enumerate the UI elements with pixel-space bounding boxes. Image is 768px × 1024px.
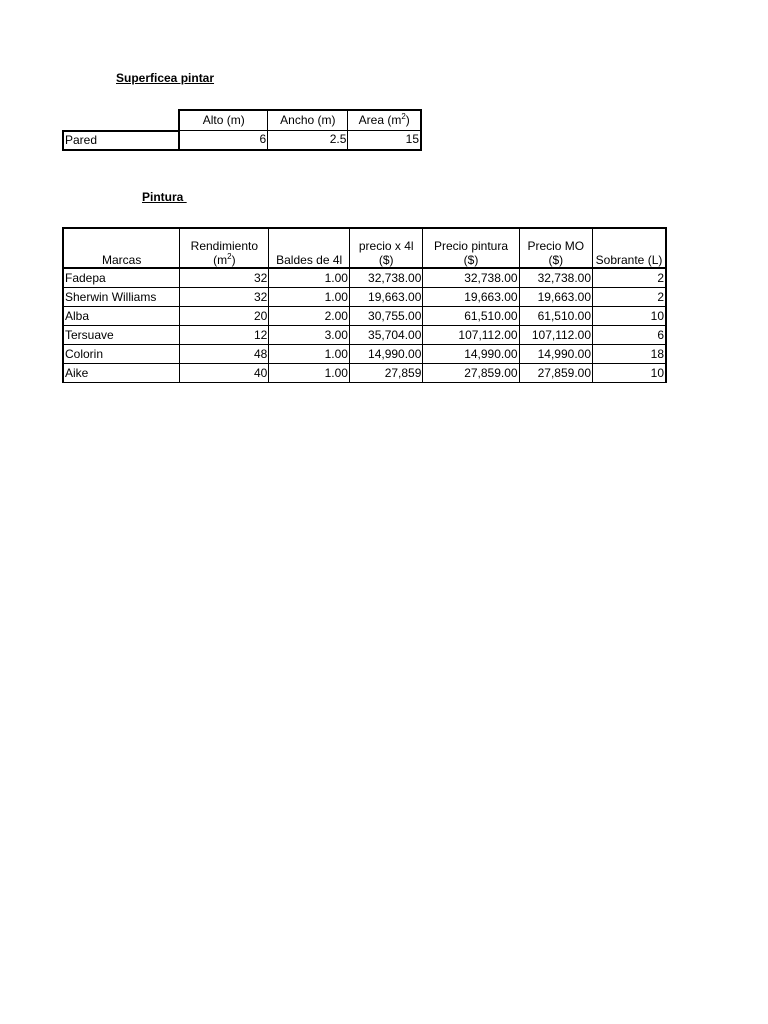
cell-precio-x-4l[interactable]: 32,738.00: [349, 268, 422, 288]
paint-table: [62, 227, 667, 383]
cell-rendimiento[interactable]: 20: [180, 307, 269, 326]
header-precio-pintura-unit: ($): [463, 253, 479, 267]
cell-baldes[interactable]: 1.00: [269, 364, 350, 383]
cell-precio-x-4l[interactable]: 19,663.00: [349, 288, 422, 307]
header-area-text: Area (m: [358, 113, 402, 127]
cell-marca[interactable]: Alba: [63, 307, 180, 326]
cell-baldes[interactable]: 2.00: [269, 307, 350, 326]
header-rendimiento-close: ): [231, 253, 236, 267]
cell-marca[interactable]: Sherwin Williams: [63, 288, 180, 307]
cell-sobrante[interactable]: 10: [593, 307, 666, 326]
cell-baldes[interactable]: 1.00: [269, 268, 350, 288]
cell-marca[interactable]: Aike: [63, 364, 180, 383]
header-sobrante: Sobrante (L): [593, 228, 666, 268]
cell-ancho[interactable]: 2.5: [268, 131, 348, 150]
cell-marca[interactable]: Tersuave: [63, 326, 180, 345]
table-row: [63, 268, 666, 288]
cell-precio-pintura[interactable]: 27,859.00: [423, 364, 519, 383]
cell-precio-pintura[interactable]: 32,738.00: [423, 268, 519, 288]
cell-baldes[interactable]: 1.00: [269, 288, 350, 307]
surface-header-blank: [63, 110, 179, 131]
table-row: [63, 288, 666, 307]
cell-sobrante[interactable]: 2: [593, 288, 666, 307]
header-rendimiento-text: Rendimiento: [190, 239, 259, 253]
cell-precio-x-4l[interactable]: 30,755.00: [349, 307, 422, 326]
header-precio-mo-text: Precio MO: [527, 239, 585, 253]
header-precio-mo: [519, 228, 592, 268]
header-ancho: Ancho (m): [268, 110, 348, 131]
header-precio-x-4l: [349, 228, 422, 268]
cell-sobrante[interactable]: 18: [593, 345, 666, 364]
cell-precio-pintura[interactable]: 14,990.00: [423, 345, 519, 364]
cell-precio-mo[interactable]: 27,859.00: [519, 364, 592, 383]
cell-precio-mo[interactable]: 32,738.00: [519, 268, 592, 288]
header-precio-x-4l-unit: ($): [378, 253, 394, 267]
cell-precio-pintura[interactable]: 61,510.00: [423, 307, 519, 326]
paint-header-row: [63, 228, 666, 268]
header-marcas: Marcas: [63, 228, 180, 268]
table-row: [63, 307, 666, 326]
cell-precio-pintura[interactable]: 107,112.00: [423, 326, 519, 345]
table-row: [63, 131, 421, 150]
cell-precio-mo[interactable]: 19,663.00: [519, 288, 592, 307]
cell-rendimiento[interactable]: 12: [180, 326, 269, 345]
cell-rendimiento[interactable]: 32: [180, 268, 269, 288]
cell-marca[interactable]: Colorin: [63, 345, 180, 364]
header-precio-pintura: [423, 228, 519, 268]
cell-rendimiento[interactable]: 32: [180, 288, 269, 307]
surface-table: [62, 109, 422, 151]
header-baldes: Baldes de 4l: [269, 228, 350, 268]
table-row: [63, 345, 666, 364]
cell-precio-mo[interactable]: 61,510.00: [519, 307, 592, 326]
surface-section-title: Superficea pintar: [116, 71, 215, 85]
cell-precio-pintura[interactable]: 19,663.00: [423, 288, 519, 307]
table-row: [63, 364, 666, 383]
cell-marca[interactable]: Fadepa: [63, 268, 180, 288]
header-alto: Alto (m): [179, 110, 267, 131]
header-precio-mo-unit: ($): [548, 253, 564, 267]
row-label-pared[interactable]: Pared: [63, 131, 179, 150]
header-rendimiento-superscript: 2: [227, 252, 232, 261]
header-precio-pintura-text: Precio pintura: [433, 239, 509, 253]
cell-precio-x-4l[interactable]: 14,990.00: [349, 345, 422, 364]
surface-header-row: [63, 110, 421, 131]
header-precio-x-4l-text: precio x 4l: [358, 239, 414, 253]
cell-baldes[interactable]: 3.00: [269, 326, 350, 345]
header-area-superscript: 2: [401, 112, 406, 121]
cell-sobrante[interactable]: 6: [593, 326, 666, 345]
cell-baldes[interactable]: 1.00: [269, 345, 350, 364]
paint-section-title: Pintura: [142, 190, 187, 204]
header-rendimiento-unit: (m: [213, 253, 228, 267]
cell-area[interactable]: 15: [348, 131, 421, 150]
cell-precio-x-4l[interactable]: 35,704.00: [349, 326, 422, 345]
table-row: [63, 326, 666, 345]
cell-sobrante[interactable]: 10: [593, 364, 666, 383]
cell-precio-x-4l[interactable]: 27,859: [349, 364, 422, 383]
header-area: [348, 110, 421, 131]
header-rendimiento: [180, 228, 269, 268]
header-area-close: ): [405, 113, 410, 127]
cell-precio-mo[interactable]: 14,990.00: [519, 345, 592, 364]
cell-rendimiento[interactable]: 48: [180, 345, 269, 364]
cell-sobrante[interactable]: 2: [593, 268, 666, 288]
cell-rendimiento[interactable]: 40: [180, 364, 269, 383]
cell-alto[interactable]: 6: [179, 131, 267, 150]
cell-precio-mo[interactable]: 107,112.00: [519, 326, 592, 345]
